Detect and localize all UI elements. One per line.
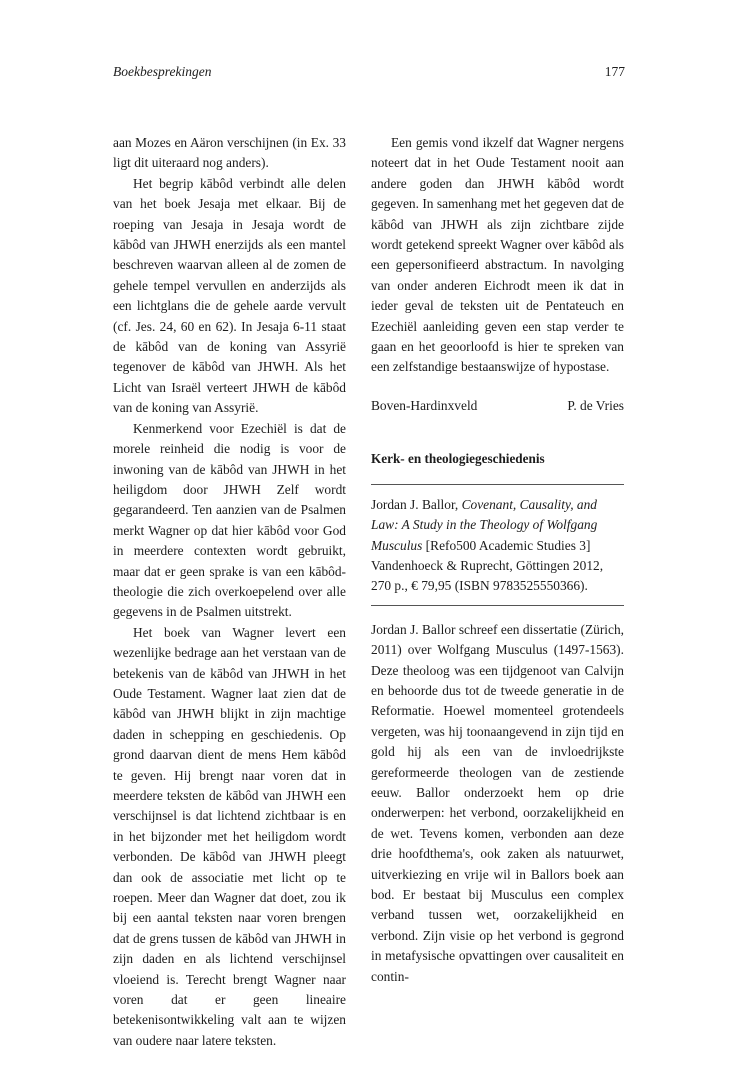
bibliographic-entry (371, 495, 624, 597)
left-column (113, 133, 346, 1051)
biblio-author: Jordan J. Ballor, (371, 496, 462, 512)
signature-name: P. de Vries (567, 397, 624, 413)
biblio-title: Covenant, Causality, and Law: A Study in the Theology of Wolfgang Musculus (371, 496, 598, 553)
review-signature (371, 396, 624, 416)
paragraph: Het begrip kābôd verbindt alle delen van het boek Jesaja met elkaar. Bij de roeping van Jesaja in Jesaja wordt de kābôd van JHWH enerzijds als een mantel beschreven waarvan alleen al de zomen de gehele tempel vervullen en anderzijds als een lichtglans die de gehele aarde vervult (cf. Jes. 24, 60 en 62). In Jesaja 6-11 staat de kābôd van de koning van Assyrië tegenover de kābôd van JHWH. Als het Licht van Israël verteert JHWH de kābôd van de koning van Assyrië. (113, 175, 346, 416)
paragraph: Een gemis vond ikzelf dat Wagner nergens noteert dat in het Oude Testament nooit aan andere goden dan JHWH kābôd wordt gegeven. In samenhang met het gegeven dat de kābôd van JHWH als zijn zichtbare zijde wordt getekend spreekt Wagner over kābôd als een gepersonifieerd abstractum. In navolging van onder anderen Eichrodt meen ik dat in ieder geval de teksten uit de Pentateuch en Ezechiël aanleiding geven een stap verder te gaan en het geoorloofd is hier te spreken van een zelfstandige bestaanswijze of hypostase. (371, 135, 624, 375)
paragraph: aan Mozes en Aäron verschijnen (in Ex. 33 ligt dit uiteraard nog anders). (113, 135, 346, 171)
section-heading: Kerk- en theologiegeschiedenis (371, 451, 545, 467)
divider (371, 605, 624, 606)
running-title: Boekbesprekingen (113, 64, 212, 79)
paragraph: Jordan J. Ballor schreef een dissertatie (Zürich, 2011) over Wolfgang Musculus (1497-1563). Deze theoloog was een tijdgenoot van Calvijn en behoorde dus tot de tweede generatie in de Reformatie. Hoewel momenteel grotendeels vergeten, was hij toonaangevend in zijn tijd en gold hij als een van de invloedrijkste gereformeerde theologen van de zestiende eeuw. Ballor onderzoekt hem op drie onderwerpen: het verbond, oorzakelijkheid en de wet. Tevens komen, verbonden aan deze drie hoofdthema's, ook zaken als natuurwet, uitverkiezing en vrije wil in Ballors boek aan bod. Er bestaat bij Musculus een complex verband tussen wet, oorzakelijkheid en verbond. Zijn visie op het verbond is gegrond in metafysische opvattingen over causaliteit en contin- (371, 621, 624, 984)
paragraph: Kenmerkend voor Ezechiël is dat de morele reinheid die nodig is voor de inwoning van de kābôd van JHWH in het heiligdom door JHWH Zelf wordt gegarandeerd. Ten aanzien van de Psalmen merkt Wagner op dat hier kābôd voor God in meerdere contexten wordt gebruikt, maar dat er geen sprake is van een kābôd-theologie die zich overkoepelend over alle gegevens in de Psalmen uitstrekt. (113, 420, 346, 620)
biblio-details: [Refo500 Academic Studies 3] Vandenhoeck & Ruprecht, Göttingen 2012, 270 p., € 79,95 (ISBN 9783525550366). (371, 537, 604, 594)
page-number: 177 (604, 64, 625, 79)
paragraph: Het boek van Wagner levert een wezenlijke bedrage aan het verstaan van de betekenis van de kābôd van JHWH in het Oude Testament. Wagner laat zien dat de kābôd van JHWH blijkt in zijn machtige daden in schepping en geschiedenis. Op grond daarvan dient de mens Hem kābôd te geven. Hij brengt naar voren dat in meerdere teksten de kābôd van JHWH een verschijnsel is dat lichtend zichtbaar is en in het bijzonder met het heiligdom wordt verbonden. De kābôd van JHWH pleegt dan ook de associatie met licht op te roepen. Meer dan Wagner dat doet, zou ik bij een aantal teksten naar voren brengen dat de grens tussen de kābôd van JHWH in zijn daden en als lichtend verschijnsel vloeiend is. Terecht brengt Wagner naar voren dat er geen lineaire betekenisontwikkeling valt aan te wijzen van oudere naar latere teksten. (113, 624, 346, 1048)
divider (371, 484, 624, 485)
signature-place: Boven-Hardinxveld (371, 397, 478, 413)
right-column (371, 133, 624, 987)
